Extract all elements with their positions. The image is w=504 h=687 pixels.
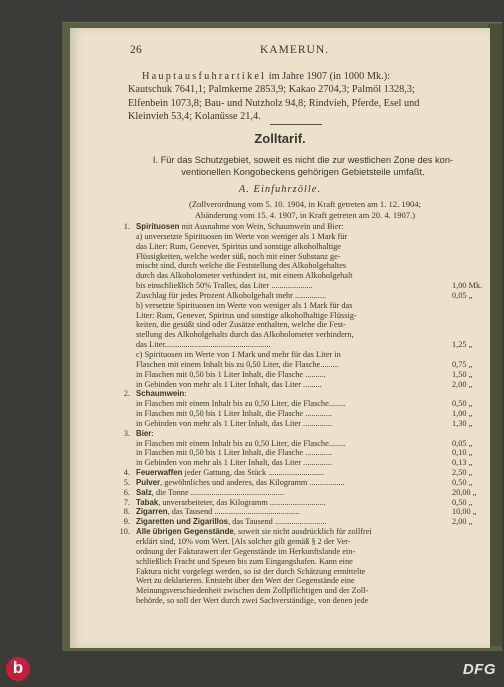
- page-number: 26: [130, 44, 143, 56]
- tariff-row: [114, 448, 486, 458]
- tariff-row: [114, 252, 486, 262]
- exports-line: im Jahre 1907 (in 1000 Mk.):: [268, 71, 390, 82]
- tariff-item-rate: 0,50 „: [452, 497, 473, 507]
- tariff-row: [114, 242, 486, 252]
- tariff-item-keyword: Feuerwaffen: [136, 468, 183, 478]
- tariff-item-text: c) Spirituosen im Werte von 1 Mark und mehr für das Liter in: [136, 349, 341, 359]
- tariff-item-keyword: Pulver: [136, 477, 161, 487]
- tariff-item-text: das Liter...................................................: [136, 340, 271, 350]
- tariff-row: [114, 370, 486, 380]
- tariff-row: [114, 419, 486, 429]
- tariff-row: [114, 468, 486, 478]
- tariff-item-text: Meinungsverschiedenheit zwischen dem Zollpflichtigen und der Zoll-: [136, 586, 369, 596]
- tariff-item-number: 1.: [123, 222, 130, 231]
- tariff-item-rate: 1,30 „: [452, 418, 473, 428]
- tariff-item-rate: 2,00 „: [452, 379, 473, 389]
- tariff-item-text: Tabak, unverarbeiteter, das Kilogramm ...........................: [136, 497, 326, 507]
- exports-spaced-heading: Hauptausfuhrartikel: [142, 71, 267, 82]
- tariff-item-number: 5.: [123, 477, 130, 487]
- tariff-row: [114, 537, 486, 547]
- ordinance-note: [130, 199, 480, 220]
- tariff-item-text: keiten, die gesüßt sind oder Zusätze enthalten, welche die Fest-: [136, 320, 346, 330]
- tariff-item-text: stellung des Alkoholgehalts durch das Alkoholometer verhindern,: [136, 330, 354, 340]
- tariff-row: [114, 389, 486, 399]
- tariff-item-text: schließlich Fracht und Spesen bis zum Eingangshafen. Kann eine: [136, 556, 353, 566]
- tariff-item-text: in Flaschen mit einem Inhalt bis zu 0,50 Liter, die Flasche........: [136, 438, 346, 448]
- ordinance-line: (Zollverordnung vom 5. 10. 1904, in Kraft getreten am 1. 12. 1904;: [189, 199, 421, 209]
- tariff-item-rate: 0,05 „: [452, 290, 473, 300]
- tariff-item-text: durch das Alkoholometer verhindert ist, mit einem Alkoholgehalt: [136, 271, 353, 281]
- section-heading: [128, 154, 478, 178]
- tariff-item-number: 7.: [123, 497, 130, 507]
- section-heading-line: ventionellen Kongobeckens gehörigen Gebietsteile umfaßt.: [181, 167, 425, 177]
- tariff-item-text: bis einschließlich 50% Tralles, das Liter ....................: [136, 281, 313, 291]
- tariff-item-text: Flaschen mit einem Inhalt bis zu 0,50 Liter, die Flasche.........: [136, 359, 339, 369]
- running-title: KAMERUN.: [260, 44, 330, 56]
- tariff-row: [114, 232, 486, 242]
- tariff-row: [114, 311, 486, 321]
- tariff-item-text: in Flaschen mit 0,50 bis 1 Liter Inhalt, die Flasche ..........: [136, 369, 326, 379]
- tariff-item-text: a) unversetzte Spirituosen im Werte von weniger als 1 Mark für: [136, 231, 348, 241]
- tariff-item-number: 6.: [123, 487, 130, 497]
- tariff-row: [114, 320, 486, 330]
- ordinance-line: Abänderung vom 15. 4. 1907, in Kraft getreten am 20. 4. 1907.): [194, 209, 416, 220]
- dfg-logo: DFG: [462, 661, 496, 678]
- tariff-item-text: Bier:: [136, 428, 154, 438]
- tariff-row: [114, 498, 486, 508]
- tariff-item-keyword: Zigaretten und Zigarillos: [136, 517, 229, 527]
- tariff-item-rate: 2,50 „: [452, 468, 473, 478]
- tariff-row: [114, 281, 486, 291]
- tariff-item-text: in Flaschen mit 0,50 bis 1 Liter Inhalt, die Flasche .............: [136, 409, 333, 419]
- tariff-item-keyword: Alle übrigen Gegenstände: [136, 527, 234, 537]
- tariff-row: [114, 586, 486, 596]
- tariff-item-rate: 0,75 „: [452, 359, 473, 369]
- tariff-item-rate: 10,00 „: [452, 507, 477, 517]
- tariff-item-rate: 0,50 „: [452, 477, 473, 487]
- tariff-row: [114, 261, 486, 271]
- tariff-row: [114, 517, 486, 527]
- tariff-item-rate: 2,00 „: [452, 517, 473, 527]
- tariff-item-rate: 0,50 „: [452, 399, 473, 409]
- tariff-item-keyword: Tabak: [136, 497, 159, 507]
- zolltarif-title: Zolltarif.: [254, 131, 306, 146]
- tariff-row: [114, 527, 486, 537]
- exports-paragraph: [128, 70, 478, 124]
- subsection-heading: A. Einfuhrzölle.: [238, 184, 322, 195]
- tariff-row: [114, 291, 486, 301]
- tariff-row: [114, 399, 486, 409]
- tariff-item-number: 2.: [123, 389, 130, 399]
- tariff-item-keyword: Spirituosen: [136, 222, 180, 231]
- tariff-row: [114, 488, 486, 498]
- section-heading-line: I. Für das Schutzgebiet, soweit es nicht die zur westlichen Zone des kon-: [152, 155, 454, 165]
- tariff-row: [114, 350, 486, 360]
- page-edge: [488, 24, 502, 646]
- tariff-item-text: in Gebinden von mehr als 1 Liter Inhalt, das Liter .........: [136, 379, 322, 389]
- tariff-item-keyword: Schaumwein: [136, 389, 185, 399]
- tariff-item-rate: 1,50 „: [452, 369, 473, 379]
- tariff-item-number: 8.: [123, 507, 130, 517]
- tariff-item-text: Faktura nicht vorgelegt werden, so ist der durch Schätzung ermittelte: [136, 566, 366, 576]
- tariff-item-text: mischt sind, durch welche die Feststellung des Alkoholgehaltes: [136, 261, 347, 271]
- tariff-item-text: erklärt sind, 10% vom Wert. [Als solcher gilt gemäß § 2 der Ver-: [136, 537, 351, 546]
- tariff-item-text: in Flaschen mit einem Inhalt bis zu 0,50 Liter, die Flasche........: [136, 399, 346, 409]
- tariff-item-rate: 1,00 Mk.: [452, 281, 483, 291]
- tariff-item-text: Flüssigkeiten, welche weder süß, noch mit einer Substanz ge-: [136, 251, 341, 261]
- tariff-item-text: Zigarren, das Tausend .........................................: [136, 507, 300, 517]
- tariff-item-text: Pulver, gewöhnliches und anderes, das Kilogramm .................: [136, 477, 345, 487]
- section-divider: [270, 124, 322, 125]
- tariff-item-text: Alle übrigen Gegenstände, soweit sie nicht ausdrücklich für zollfrei: [136, 527, 372, 537]
- tariff-row: [114, 222, 486, 232]
- tariff-row: [114, 478, 486, 488]
- tariff-row: [114, 301, 486, 311]
- tariff-item-number: 3.: [123, 428, 130, 438]
- tariff-row: [114, 596, 486, 606]
- tariff-item-rate: 0,05 „: [452, 438, 473, 448]
- tariff-item-text: Liter: Rum, Genever, Spiritus und sonstige alkoholhaltige Flüssig-: [136, 310, 357, 320]
- tariff-list: [114, 222, 486, 606]
- tariff-item-keyword: Zigarren: [136, 507, 168, 517]
- tariff-item-text: in Gebinden von mehr als 1 Liter Inhalt, das Liter ..............: [136, 418, 333, 428]
- tariff-item-rate: 0,13 „: [452, 458, 473, 468]
- tariff-item-text: Zuschlag für jedes Prozent Alkoholgehalt mehr ...............: [136, 290, 327, 300]
- tariff-row: [114, 380, 486, 390]
- tariff-row: [114, 271, 486, 281]
- tariff-row: [114, 340, 486, 350]
- exports-line: Kautschuk 7641,1; Palmkerne 2853,9; Kakao 2704,3; Palmöl 1328,3;: [128, 84, 415, 96]
- tariff-row: [114, 576, 486, 586]
- tariff-item-text: behörde, so soll der Wert durch zwei Sachverständige, von denen jede: [136, 596, 369, 606]
- tariff-item-text: b) versetzte Spirituosen im Werte von weniger als 1 Mark für das: [136, 300, 353, 310]
- b-logo-icon[interactable]: b: [6, 657, 30, 681]
- tariff-item-text: Wert zu deklarieren. Entsteht über den Wert der Gegenstände eine: [136, 576, 355, 586]
- book-page: [70, 28, 490, 648]
- tariff-item-rate: 1,00 „: [452, 409, 473, 419]
- tariff-row: [114, 429, 486, 439]
- exports-line: Elfenbein 1073,8; Bau- und Nutzholz 94,8; Rindvieh, Pferde, Esel und: [128, 97, 420, 109]
- tariff-row: [114, 557, 486, 567]
- tariff-row: [114, 567, 486, 577]
- tariff-row: [114, 360, 486, 370]
- tariff-row: [114, 439, 486, 449]
- tariff-item-number: 9.: [123, 517, 130, 527]
- tariff-item-rate: 1,25 „: [452, 340, 473, 350]
- tariff-item-text: in Flaschen mit 0,50 bis 1 Liter Inhalt, die Flasche .............: [136, 448, 333, 458]
- tariff-item-rate: 20,00 „: [452, 487, 477, 497]
- tariff-item-keyword: Bier: [136, 428, 152, 438]
- tariff-row: [114, 330, 486, 340]
- tariff-item-text: Spirituosen mit Ausnahme von Wein, Schaumwein und Bier:: [136, 222, 344, 231]
- tariff-row: [114, 458, 486, 468]
- tariff-row: [114, 547, 486, 557]
- tariff-item-text: ordnung der Fakturawert der Gegenstände im Herkunftslande ein-: [136, 546, 356, 556]
- tariff-item-text: Feuerwaffen jeder Gattung, das Stück ...........................: [136, 468, 325, 478]
- tariff-item-number: 10.: [119, 527, 130, 537]
- tariff-item-number: 4.: [123, 468, 130, 478]
- tariff-item-text: in Gebinden von mehr als 1 Liter Inhalt, das Liter ..............: [136, 458, 333, 468]
- tariff-row: [114, 409, 486, 419]
- tariff-item-text: Schaumwein:: [136, 389, 187, 399]
- tariff-item-text: das Liter: Rum, Genever, Spiritus und sonstige alkoholhaltige: [136, 241, 341, 251]
- exports-line: Kleinvieh 53,4; Kolanüsse 21,4.: [128, 111, 261, 123]
- tariff-item-text: Salz, die Tonne .............................................: [136, 487, 285, 497]
- tariff-item-text: Zigaretten und Zigarillos, das Tausend .........................: [136, 517, 327, 527]
- tariff-item-rate: 0,10 „: [452, 448, 473, 458]
- tariff-row: [114, 507, 486, 517]
- tariff-item-keyword: Salz: [136, 487, 152, 497]
